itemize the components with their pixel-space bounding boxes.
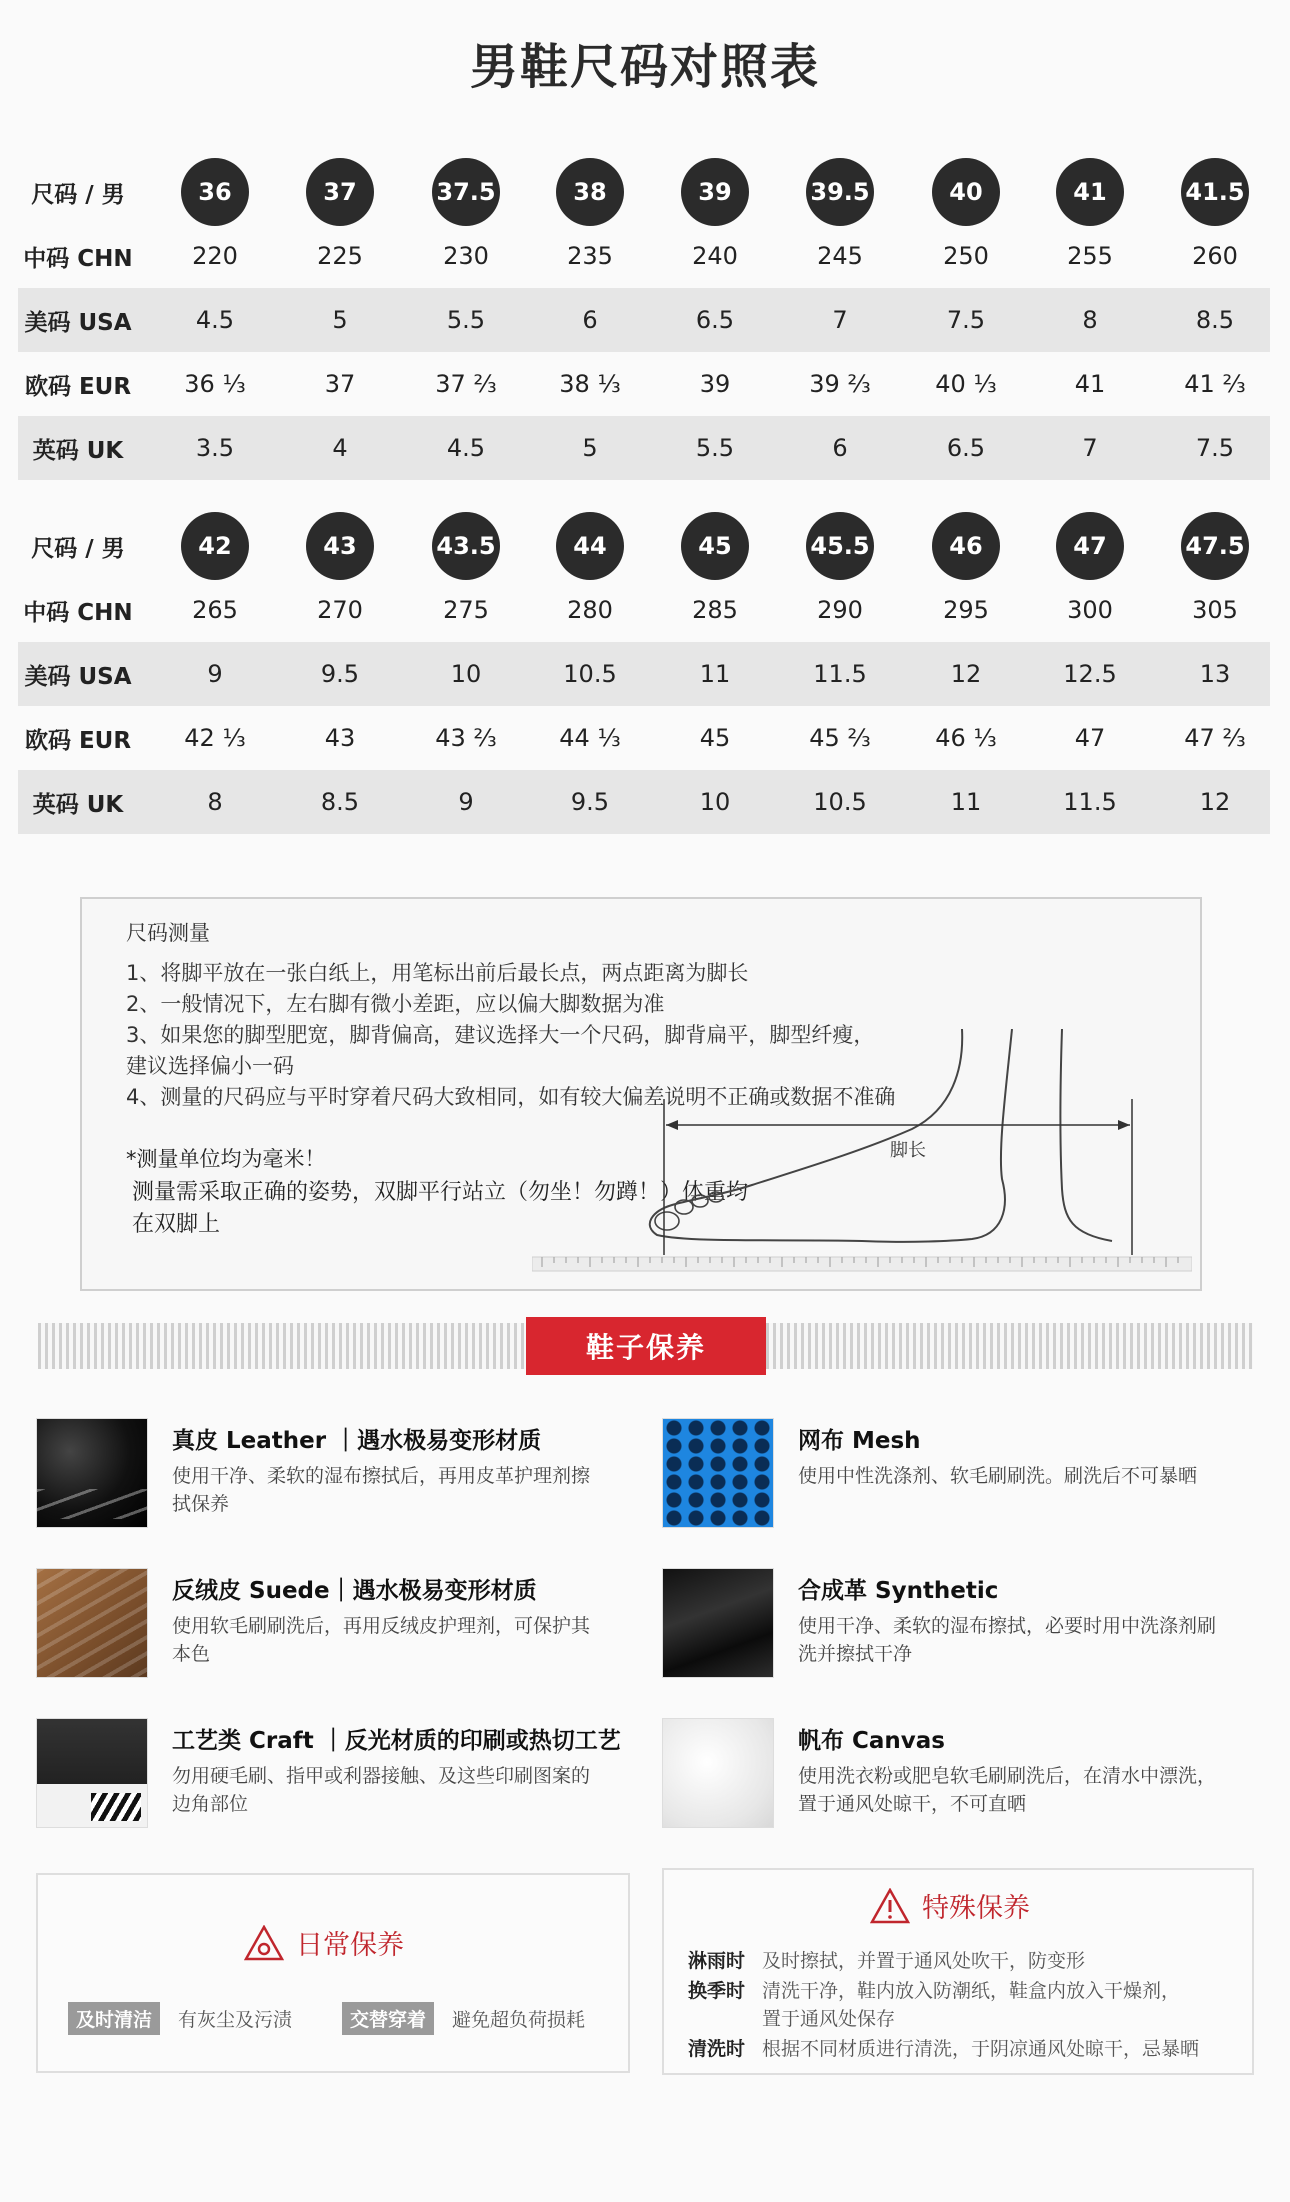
- size-cell: [1165, 160, 1265, 224]
- size-cell: [790, 160, 890, 224]
- usa-cell: 13: [1199, 660, 1231, 688]
- chn-cell: 225: [317, 242, 363, 270]
- size-cell: [916, 514, 1016, 578]
- chn-row: [18, 224, 1270, 288]
- measure-title: 尺码测量: [126, 921, 210, 945]
- special-row-season-cont: 置于通风处保存: [762, 2008, 896, 2030]
- eur-cell: 46 ⅓: [935, 724, 997, 752]
- care-item-title: 帆布 Canvas: [798, 1728, 945, 1754]
- page-title: 男鞋尺码对照表: [469, 39, 820, 95]
- size-cell: [165, 514, 265, 578]
- usa-cell: 6: [582, 306, 598, 334]
- size-row: [18, 514, 1270, 578]
- special-row-key: 淋雨时: [688, 1950, 746, 1972]
- eur-cell: 40 ⅓: [935, 370, 997, 398]
- special-row-val: 清洗干净，鞋内放入防潮纸，鞋盒内放入干燥剂，: [762, 1980, 1181, 2002]
- care-item-canvas: [662, 1718, 1252, 1833]
- size-badge: 37: [306, 158, 374, 226]
- size-badge: 47: [1056, 512, 1124, 580]
- special-care-box: [662, 1868, 1254, 2075]
- size-cell: [416, 160, 516, 224]
- size-cell: [916, 160, 1016, 224]
- measure-step-4: 4、测量的尺码应与平时穿着尺码大致相同，如有较大偏差说明不正确或数据不准确: [126, 1085, 896, 1109]
- uk-cell: 7.5: [1195, 434, 1235, 462]
- size-cell: [790, 514, 890, 578]
- care-item-desc: 使用干净、柔软的湿布擦拭，必要时用中洗涤剂刷洗并擦拭干净: [798, 1615, 1217, 1665]
- chn-cell: 300: [1067, 596, 1113, 624]
- size-table-1: [18, 160, 1270, 480]
- usa-cell: 12: [950, 660, 982, 688]
- size-cell: [665, 514, 765, 578]
- eur-cell: 44 ⅓: [559, 724, 621, 752]
- care-item-title: 真皮 Leather ｜遇水极易变形材质: [172, 1428, 542, 1454]
- measure-note-unit: *测量单位均为毫米！: [126, 1147, 326, 1171]
- synthetic-image: [662, 1568, 774, 1678]
- row-label: 中码 CHN: [23, 599, 133, 626]
- uk-cell: 4: [332, 434, 348, 462]
- eur-cell: 45: [699, 724, 731, 752]
- uk-cell: 4.5: [446, 434, 486, 462]
- eur-cell: 47: [1074, 724, 1106, 752]
- care-item-desc: 使用洗衣粉或肥皂软毛刷刷洗后，在清水中漂洗，置于通风处晾干，不可直晒: [798, 1765, 1217, 1815]
- usa-cell: 12.5: [1063, 660, 1117, 688]
- size-badge: 45: [681, 512, 749, 580]
- care-item-leather: [36, 1418, 626, 1533]
- size-cell: [1040, 514, 1140, 578]
- size-badge: 39: [681, 158, 749, 226]
- foot-length-label: 脚长: [890, 1140, 926, 1161]
- care-item-desc: 使用干净、柔软的湿布擦拭后，再用皮革护理剂擦拭保养: [172, 1465, 591, 1515]
- size-badge: 40: [932, 158, 1000, 226]
- row-label: 欧码 EUR: [24, 727, 132, 754]
- size-badge: 46: [932, 512, 1000, 580]
- size-badge: 39.5: [806, 158, 874, 226]
- chn-cell: 290: [817, 596, 863, 624]
- uk-cell: 10.5: [813, 788, 867, 816]
- special-row-wash: [688, 2034, 1199, 2061]
- eur-cell: 37 ⅔: [435, 370, 497, 398]
- chn-cell: 260: [1192, 242, 1238, 270]
- usa-cell: 10: [450, 660, 482, 688]
- measure-step-3-cont: 建议选择偏小一码: [126, 1054, 294, 1078]
- chn-cell: 255: [1067, 242, 1113, 270]
- care-item-title: 合成革 Synthetic: [798, 1578, 999, 1604]
- care-item-title: 网布 Mesh: [798, 1428, 921, 1454]
- craft-image: [36, 1718, 148, 1828]
- eur-cell: 39: [699, 370, 731, 398]
- uk-cell: 11.5: [1063, 788, 1117, 816]
- usa-row: [18, 288, 1270, 352]
- size-badge: 37.5: [432, 158, 500, 226]
- usa-cell: 5.5: [446, 306, 486, 334]
- size-cell: [165, 160, 265, 224]
- usa-cell: 9.5: [320, 660, 360, 688]
- measure-step-3: 3、如果您的脚型肥宽，脚背偏高，建议选择大一个尺码，脚背扁平，脚型纤瘦，: [126, 1023, 875, 1047]
- size-badge: 44: [556, 512, 624, 580]
- care-banner-label: 鞋子保养: [526, 1317, 766, 1375]
- size-badge: 42: [181, 512, 249, 580]
- special-row-val: 根据不同材质进行清洗，于阴凉通风处晾干，忌暴晒: [762, 2038, 1200, 2060]
- chn-cell: 285: [692, 596, 738, 624]
- special-row-key: 清洗时: [688, 2038, 746, 2060]
- alternate-tag: 交替穿着: [342, 2002, 434, 2035]
- row-label: 中码 CHN: [23, 245, 133, 272]
- measurement-guide: [80, 897, 1202, 1291]
- eur-cell: 36 ⅓: [184, 370, 246, 398]
- eur-cell: 42 ⅓: [184, 724, 246, 752]
- uk-cell: 8: [207, 788, 223, 816]
- uk-cell: 3.5: [195, 434, 235, 462]
- size-cell: [1040, 160, 1140, 224]
- size-badge: 41.5: [1181, 158, 1249, 226]
- size-row: [18, 160, 1270, 224]
- size-cell: [540, 160, 640, 224]
- usa-cell: 4.5: [195, 306, 235, 334]
- warning-icon: [870, 1888, 910, 1924]
- row-label: 英码 UK: [32, 437, 124, 464]
- measure-note-posture-cont: 在双脚上: [132, 1212, 221, 1237]
- usa-cell: 6.5: [695, 306, 735, 334]
- clean-tag: 及时清洁: [68, 2002, 160, 2035]
- leather-image: [36, 1418, 148, 1528]
- usa-cell: 11.5: [813, 660, 867, 688]
- special-row-rain: [688, 1946, 1085, 1973]
- daily-care-box: [36, 1873, 630, 2073]
- eur-cell: 47 ⅔: [1184, 724, 1246, 752]
- measure-step-1: 1、将脚平放在一张白纸上，用笔标出前后最长点，两点距离为脚长: [126, 961, 749, 985]
- uk-cell: 7: [1082, 434, 1098, 462]
- special-row-season: [688, 1976, 1180, 2003]
- chn-cell: 245: [817, 242, 863, 270]
- chn-cell: 275: [443, 596, 489, 624]
- chn-cell: 265: [192, 596, 238, 624]
- row-label: 尺码 / 男: [31, 181, 125, 208]
- mesh-image: [662, 1418, 774, 1528]
- chn-cell: 250: [943, 242, 989, 270]
- usa-cell: 11: [699, 660, 731, 688]
- chn-row: [18, 578, 1270, 642]
- row-label: 美码 USA: [24, 309, 132, 336]
- alternate-text: 避免超负荷损耗: [452, 2009, 586, 2031]
- uk-row: [18, 770, 1270, 834]
- chn-cell: 230: [443, 242, 489, 270]
- special-care-title: 特殊保养: [922, 1893, 1030, 1924]
- uk-cell: 6: [832, 434, 848, 462]
- size-cell: [290, 514, 390, 578]
- care-item-desc: 勿用硬毛刷、指甲或利器接触、及这些印刷图案的边角部位: [172, 1765, 591, 1815]
- eur-cell: 45 ⅔: [809, 724, 871, 752]
- eur-cell: 43: [324, 724, 356, 752]
- uk-cell: 5: [582, 434, 598, 462]
- size-cell: [416, 514, 516, 578]
- chn-cell: 305: [1192, 596, 1238, 624]
- eur-row: [18, 706, 1270, 770]
- size-badge: 43: [306, 512, 374, 580]
- uk-cell: 5.5: [695, 434, 735, 462]
- warning-icon: [244, 1925, 284, 1961]
- eur-cell: 37: [324, 370, 356, 398]
- usa-row: [18, 642, 1270, 706]
- uk-cell: 9.5: [570, 788, 610, 816]
- chn-cell: 270: [317, 596, 363, 624]
- clean-text: 有灰尘及污渍: [178, 2009, 293, 2031]
- size-cell: [1165, 514, 1265, 578]
- usa-cell: 7: [832, 306, 848, 334]
- daily-care-title: 日常保养: [296, 1930, 404, 1961]
- size-badge: 38: [556, 158, 624, 226]
- usa-cell: 9: [207, 660, 223, 688]
- care-item-title: 工艺类 Craft ｜反光材质的印刷或热切工艺: [172, 1728, 621, 1754]
- care-banner: [38, 1317, 1253, 1375]
- canvas-image: [662, 1718, 774, 1828]
- daily-care-heading: [244, 1923, 404, 1962]
- uk-cell: 6.5: [946, 434, 986, 462]
- size-cell: [540, 514, 640, 578]
- eur-row: [18, 352, 1270, 416]
- uk-cell: 12: [1199, 788, 1231, 816]
- measure-note-posture: 测量需采取正确的姿势，双脚平行站立（勿坐！勿蹲！）体重均: [132, 1180, 749, 1205]
- row-label: 欧码 EUR: [24, 373, 132, 400]
- usa-cell: 8.5: [1195, 306, 1235, 334]
- care-item-desc: 使用中性洗涤剂、软毛刷刷洗。刷洗后不可暴晒: [798, 1465, 1198, 1487]
- uk-cell: 11: [950, 788, 982, 816]
- special-care-heading: [870, 1886, 1030, 1925]
- row-label: 美码 USA: [24, 663, 132, 690]
- row-label: 英码 UK: [32, 791, 124, 818]
- size-badge: 43.5: [432, 512, 500, 580]
- eur-cell: 43 ⅔: [435, 724, 497, 752]
- uk-cell: 8.5: [320, 788, 360, 816]
- foot-diagram: [532, 1029, 1192, 1279]
- size-badge: 41: [1056, 158, 1124, 226]
- suede-image: [36, 1568, 148, 1678]
- size-badge: 36: [181, 158, 249, 226]
- eur-cell: 41: [1074, 370, 1106, 398]
- eur-cell: 41 ⅔: [1184, 370, 1246, 398]
- uk-cell: 9: [458, 788, 474, 816]
- care-item-title: 反绒皮 Suede｜遇水极易变形材质: [172, 1578, 537, 1604]
- chn-cell: 295: [943, 596, 989, 624]
- usa-cell: 10.5: [563, 660, 617, 688]
- chn-cell: 220: [192, 242, 238, 270]
- care-item-suede: [36, 1568, 626, 1683]
- size-cell: [290, 160, 390, 224]
- uk-row: [18, 416, 1270, 480]
- size-cell: [665, 160, 765, 224]
- size-badge: 45.5: [806, 512, 874, 580]
- chn-cell: 235: [567, 242, 613, 270]
- uk-cell: 10: [699, 788, 731, 816]
- care-item-synthetic: [662, 1568, 1252, 1683]
- care-item-craft: [36, 1718, 626, 1833]
- care-item-mesh: [662, 1418, 1252, 1533]
- measure-step-2: 2、一般情况下，左右脚有微小差距，应以偏大脚数据为准: [126, 992, 665, 1016]
- special-row-val: 及时擦拭，并置于通风处吹干，防变形: [762, 1950, 1086, 1972]
- eur-cell: 39 ⅔: [809, 370, 871, 398]
- special-row-key: 换季时: [688, 1980, 746, 2002]
- row-label: 尺码 / 男: [31, 535, 125, 562]
- size-badge: 47.5: [1181, 512, 1249, 580]
- usa-cell: 8: [1082, 306, 1098, 334]
- eur-cell: 38 ⅓: [559, 370, 621, 398]
- care-item-desc: 使用软毛刷刷洗后，再用反绒皮护理剂，可保护其本色: [172, 1615, 591, 1665]
- usa-cell: 7.5: [946, 306, 986, 334]
- size-table-2: [18, 514, 1270, 834]
- usa-cell: 5: [332, 306, 348, 334]
- chn-cell: 240: [692, 242, 738, 270]
- chn-cell: 280: [567, 596, 613, 624]
